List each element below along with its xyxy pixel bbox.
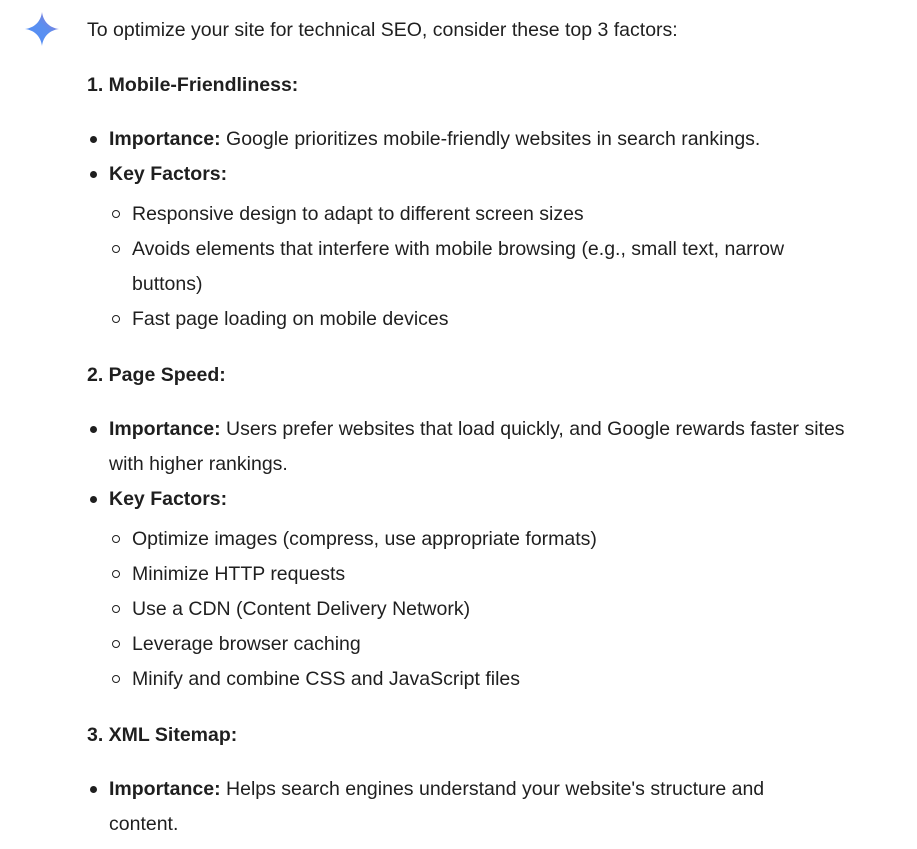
importance-text: Google prioritizes mobile-friendly websites in search rankings. [220, 128, 761, 150]
gemini-sparkle-icon [24, 11, 60, 47]
list-item: Fast page loading on mobile devices [109, 302, 837, 337]
importance-text: Helps search engines understand your website's structure and content. [109, 778, 765, 835]
list-item-importance [87, 122, 847, 157]
list-item: Use a CDN (Content Delivery Network) [109, 592, 837, 627]
list-item: Leverage browser caching [109, 627, 837, 662]
importance-label: Importance: [109, 418, 221, 440]
section-list-xml-sitemap [87, 772, 847, 842]
key-factors-label: Key Factors: [109, 163, 228, 185]
factor-list [109, 522, 847, 697]
section-title-page-speed: 2. Page Speed: [87, 364, 226, 386]
section-title-xml-sitemap: 3. XML Sitemap: [87, 724, 238, 746]
list-item-key-factors [87, 482, 847, 697]
importance-label: Importance: [109, 128, 221, 150]
list-item-key-factors [87, 157, 847, 337]
list-item-importance [87, 772, 809, 842]
factor-list [109, 197, 847, 337]
importance-text: Users prefer websites that load quickly, and Google rewards faster sites with higher rankings. [109, 418, 845, 475]
key-factors-label: Key Factors: [109, 488, 228, 510]
list-item: Minify and combine CSS and JavaScript files [109, 662, 837, 697]
section-list-page-speed [87, 412, 847, 697]
list-item: Avoids elements that interfere with mobile browsing (e.g., small text, narrow buttons) [109, 232, 837, 302]
list-item: Responsive design to adapt to different screen sizes [109, 197, 837, 232]
section-title-mobile: 1. Mobile-Friendliness: [87, 74, 299, 96]
list-item-importance [87, 412, 849, 482]
list-item: Minimize HTTP requests [109, 557, 837, 592]
list-item: Optimize images (compress, use appropriate formats) [109, 522, 837, 557]
importance-label: Importance: [109, 778, 221, 800]
intro-text: To optimize your site for technical SEO, consider these top 3 factors: [87, 19, 678, 41]
section-list-mobile [87, 122, 847, 337]
